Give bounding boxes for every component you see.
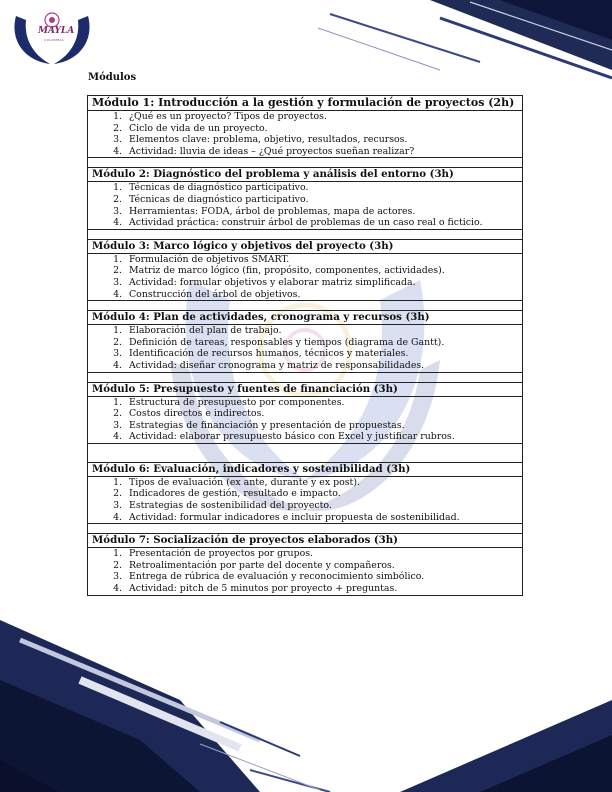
list-item: 3. Estrategias de financiación y presentación de propuestas.	[125, 420, 522, 432]
list-item: 4. Actividad práctica: construir árbol de problemas de un caso real o ficticio.	[125, 217, 522, 229]
list-item: 2. Indicadores de gestión, resultado e impacto.	[125, 488, 522, 500]
list-item: 3. Herramientas: FODA, árbol de problemas, mapa de actores.	[125, 206, 522, 218]
list-item: 3. Identificación de recursos humanos, técnicos y materiales.	[125, 348, 522, 360]
module-title: Módulo 3: Marco lógico y objetivos del proyecto (3h)	[88, 239, 523, 253]
section-heading: Módulos	[88, 72, 137, 83]
module-title: Módulo 6: Evaluación, indicadores y sostenibilidad (3h)	[88, 462, 523, 476]
module-items	[88, 111, 522, 157]
logo-subtext: COLOMBIA	[44, 38, 64, 42]
module-title: Módulo 7: Socialización de proyectos elaborados (3h)	[88, 534, 523, 548]
list-item: 2. Costos directos e indirectos.	[125, 408, 522, 420]
list-item: 3. Entrega de rúbrica de evaluación y reconocimiento simbólico.	[125, 571, 522, 583]
spacer-row	[88, 372, 523, 382]
list-item: 1. Formulación de objetivos SMART.	[125, 254, 522, 266]
module-items	[88, 477, 522, 523]
module-title: Módulo 4: Plan de actividades, cronograma y recursos (3h)	[88, 311, 523, 325]
logo-text: MAYLA	[38, 26, 75, 36]
list-item: 4. Construcción del árbol de objetivos.	[125, 289, 522, 301]
list-item: 1. Estructura de presupuesto por componentes.	[125, 397, 522, 409]
module-items	[88, 182, 522, 228]
module-title: Módulo 1: Introducción a la gestión y formulación de proyectos (2h)	[88, 96, 523, 111]
list-item: 1. Tipos de evaluación (ex ante, durante y ex post).	[125, 477, 522, 489]
list-item: 2. Ciclo de vida de un proyecto.	[125, 123, 522, 135]
module-items	[88, 254, 522, 300]
list-item: 2. Técnicas de diagnóstico participativo.	[125, 194, 522, 206]
module-title: Módulo 5: Presupuesto y fuentes de financiación (3h)	[88, 382, 523, 396]
module-items	[88, 325, 522, 371]
spacer-row	[88, 524, 523, 534]
spacer-row	[88, 229, 523, 239]
list-item: 1. Presentación de proyectos por grupos.	[125, 548, 522, 560]
list-item: 3. Elementos clave: problema, objetivo, resultados, recursos.	[125, 134, 522, 146]
module-items	[88, 548, 522, 594]
spacer-row	[88, 158, 523, 168]
list-item: 1. ¿Qué es un proyecto? Tipos de proyectos.	[125, 111, 522, 123]
spacer-row	[88, 301, 523, 311]
list-item: 4. Actividad: diseñar cronograma y matriz de responsabilidades.	[125, 360, 522, 372]
list-item: 4. Actividad: elaborar presupuesto básico con Excel y justificar rubros.	[125, 431, 522, 443]
list-item: 1. Técnicas de diagnóstico participativo.	[125, 182, 522, 194]
list-item: 1. Elaboración del plan de trabajo.	[125, 325, 522, 337]
list-item: 2. Definición de tareas, responsables y tiempos (diagrama de Gantt).	[125, 337, 522, 349]
list-item: 2. Matriz de marco lógico (fin, propósito, componentes, actividades).	[125, 265, 522, 277]
list-item: 4. Actividad: formular indicadores e incluir propuesta de sostenibilidad.	[125, 512, 522, 524]
modules-table	[87, 95, 523, 596]
list-item: 3. Estrategias de sostenibilidad del proyecto.	[125, 500, 522, 512]
list-item: 2. Retroalimentación por parte del docente y compañeros.	[125, 560, 522, 572]
spacer-row	[88, 443, 523, 462]
module-title: Módulo 2: Diagnóstico del problema y análisis del entorno (3h)	[88, 168, 523, 182]
list-item: 4. Actividad: lluvia de ideas – ¿Qué proyectos sueñan realizar?	[125, 146, 522, 158]
list-item: 4. Actividad: pitch de 5 minutos por proyecto + preguntas.	[125, 583, 522, 595]
module-items	[88, 397, 522, 443]
list-item: 3. Actividad: formular objetivos y elaborar matriz simplificada.	[125, 277, 522, 289]
